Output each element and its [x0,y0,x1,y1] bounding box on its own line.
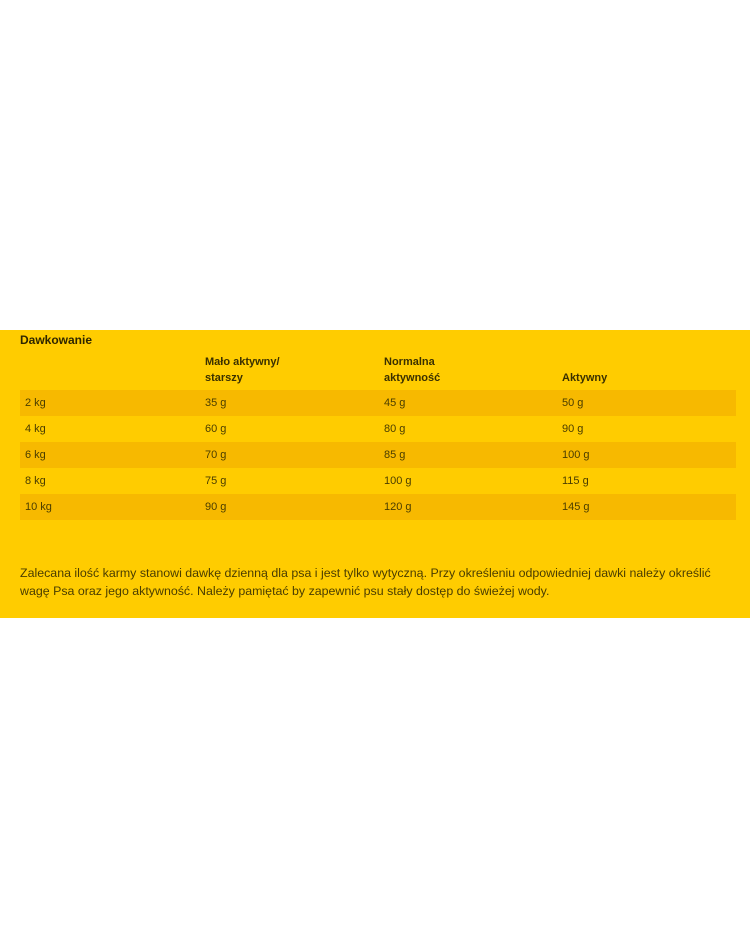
dosage-note: Zalecana ilość karmy stanowi dawkę dzienną dla psa i jest tylko wytyczną. Przy określeniu odpowiedniej dawki należy określić wagę Psa oraz jego aktywność. Należy pamiętać by zapewnić psu stały dostęp do świeżej wody. [20,566,711,598]
table-row [20,494,736,520]
column-header-normal-activity: Normalna aktywność [384,356,441,384]
table-row [20,468,736,494]
low-activity-cell: 35 g [205,397,227,409]
active-cell: 115 g [562,475,589,487]
low-activity-cell: 75 g [205,475,227,487]
normal-activity-cell: 85 g [384,449,406,461]
dosage-table [20,352,736,520]
normal-activity-cell: 45 g [384,397,406,409]
active-cell: 100 g [562,449,590,461]
column-header-low-activity: Mało aktywny/ starszy [205,356,280,384]
normal-activity-cell: 120 g [384,501,412,513]
weight-cell: 10 kg [25,501,52,513]
dosage-panel [0,330,750,618]
normal-activity-cell: 80 g [384,423,406,435]
low-activity-cell: 90 g [205,501,227,513]
weight-cell: 8 kg [25,475,46,487]
weight-cell: 2 kg [25,397,46,409]
section-title: Dawkowanie [20,333,93,347]
table-header-row [20,352,736,390]
active-cell: 90 g [562,423,584,435]
weight-cell: 4 kg [25,423,46,435]
low-activity-cell: 60 g [205,423,227,435]
column-header-active: Aktywny [562,372,608,384]
normal-activity-cell: 100 g [384,475,412,487]
active-cell: 145 g [562,501,590,513]
low-activity-cell: 70 g [205,449,227,461]
active-cell: 50 g [562,397,584,409]
table-row [20,390,736,416]
table-row [20,416,736,442]
weight-cell: 6 kg [25,449,46,461]
table-row [20,442,736,468]
